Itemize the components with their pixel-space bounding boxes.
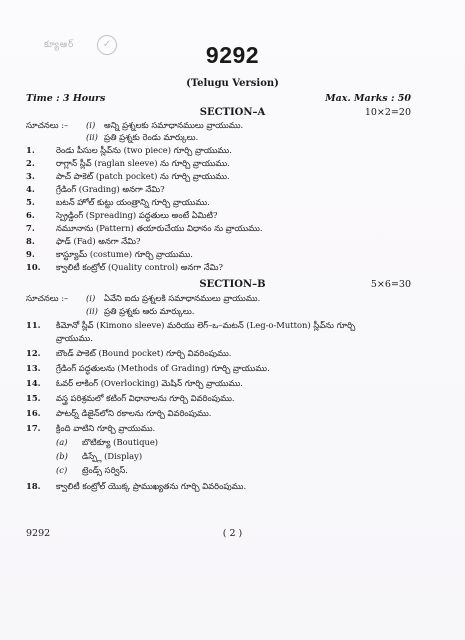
question-text: వస్త్ర పరిశ్రమలో కటింగ్ విధానాలను గూర్చి వివరింపుము. [56, 393, 235, 403]
question-text: బటన్ హోల్ కుట్టు యంత్రాన్ని గూర్చి వ్రాయుము. [56, 197, 210, 207]
page-number: ( 2 ) [222, 528, 243, 539]
question-text: నమూనాను (Pattern) తయారుచేయు విధానం ను వ్రాయుము. [56, 223, 263, 233]
note-label: సూచనలు :– [26, 293, 69, 303]
paper-code: 9292 [205, 42, 260, 68]
question-number: 10. [26, 262, 41, 272]
question-number: 2. [26, 158, 35, 168]
question-number: 11. [26, 320, 41, 330]
note-index: (ii) [86, 306, 98, 316]
question-text: రెండు పీసుల స్లీవ్‌ను (two piece) గూర్చి వ్రాయుము. [56, 145, 232, 155]
question-number: 9. [26, 249, 35, 259]
note-text: ప్రతి ప్రశ్నకు ఆరు మార్కులు. [104, 306, 195, 316]
question-text: ఓవర్ లాకింగ్ (Overlocking) మెషిన్ గూర్చి వ్రాయుము. [56, 378, 243, 388]
note-index: (i) [86, 293, 96, 303]
question-number: 1. [26, 145, 35, 155]
note-text: ప్రతి ప్రశ్నకు రెండు మార్కులు. [104, 132, 199, 142]
faint-watermark-text: క్యూఆర్‌ [44, 40, 75, 50]
question-number: 12. [26, 348, 41, 358]
question-text: పాటర్న్ డిజైన్‌లోని రకాలను గూర్చి వివరింపుము. [56, 408, 212, 418]
time-label: Time : 3 Hours [26, 93, 106, 104]
section-b-title: SECTION–B [199, 279, 266, 290]
version-label: (Telugu Version) [186, 78, 279, 89]
section-a-marks: 10×2=20 [364, 107, 411, 118]
question-text: గ్రేడింగ్ (Grading) అనగా నేమి? [56, 184, 165, 194]
question-number: 15. [26, 393, 41, 403]
question-number: 18. [26, 481, 41, 491]
question-number: 5. [26, 197, 35, 207]
question-text: క్వాలిటీ కంట్రోల్ (Quality control) అనగా నేమి? [56, 262, 223, 272]
sub-question-text: బొటిక్యూ (Boutique) [82, 437, 159, 447]
question-text: కిమోనో స్లీవ్ (Kimono sleeve) మరియు లెగ్–ఒ–మటన్ (Leg-o-Mutton) స్లీవ్‌ను గూర్చి [56, 320, 356, 330]
question-text: స్ప్రెడ్డింగ్ (Spreading) పద్ధతులు అంటే ఏమిటి? [56, 210, 218, 220]
question-text: క్వాలిటీ కంట్రోల్ యొక్క ప్రాముఖ్యతను గూర్చి వివరింపుము. [56, 481, 247, 491]
question-text: ఫాడ్ (Fad) అనగా నేమి? [56, 236, 141, 246]
question-text: పాచ్ పాకెట్ (patch pocket) ను గూర్చి వ్రాయుము. [56, 171, 230, 181]
section-b-marks: 5×6=30 [370, 279, 411, 290]
question-number: 16. [26, 408, 41, 418]
note-label: సూచనలు :– [26, 120, 69, 130]
question-number: 3. [26, 171, 35, 181]
question-text: బౌండ్ పాకెట్ (Bound pocket) గూర్చి వివరింపుము. [56, 348, 232, 358]
question-number: 7. [26, 223, 35, 233]
note-index: (ii) [86, 132, 98, 142]
note-text: ఏవేని ఐదు ప్రశ్నలకి సమాధానములు వ్రాయుము. [104, 293, 261, 303]
question-number: 8. [26, 236, 35, 246]
question-text: గ్రేడింగ్ పద్ధతులను (Methods of Grading) గూర్చి వ్రాయుము. [56, 363, 270, 373]
question-text: క్రింది వాటిని గూర్చి వ్రాయుము. [56, 423, 156, 433]
question-text: రాగ్లాన్ స్లీవ్ (raglan sleeve) ను గూర్చి వ్రాయుము. [56, 158, 230, 168]
question-number: 13. [26, 363, 41, 373]
sub-question-label: (a) [56, 437, 68, 447]
sub-question-text: డిస్ప్లే (Display) [82, 451, 143, 461]
question-text-continued: వ్రాయుము. [56, 333, 93, 343]
sub-question-label: (b) [56, 451, 68, 461]
question-number: 17. [26, 423, 41, 433]
question-number: 4. [26, 184, 35, 194]
watermark-seal-icon: ✓ [97, 35, 117, 55]
footer-paper-code: 9292 [26, 528, 51, 539]
sub-question-text: ట్రెండ్స్ సర్విస్. [82, 465, 128, 475]
note-text: అన్ని ప్రశ్నలకు సమాధానములు వ్రాయుము. [104, 120, 244, 130]
question-text: కాస్ట్యూమ్ (costume) గూర్చి వ్రాయుము. [56, 249, 193, 259]
question-number: 14. [26, 378, 41, 388]
note-index: (i) [86, 120, 96, 130]
question-number: 6. [26, 210, 35, 220]
sub-question-label: (c) [56, 465, 68, 475]
max-marks-label: Max. Marks : 50 [325, 93, 411, 104]
section-a-title: SECTION–A [199, 107, 266, 118]
